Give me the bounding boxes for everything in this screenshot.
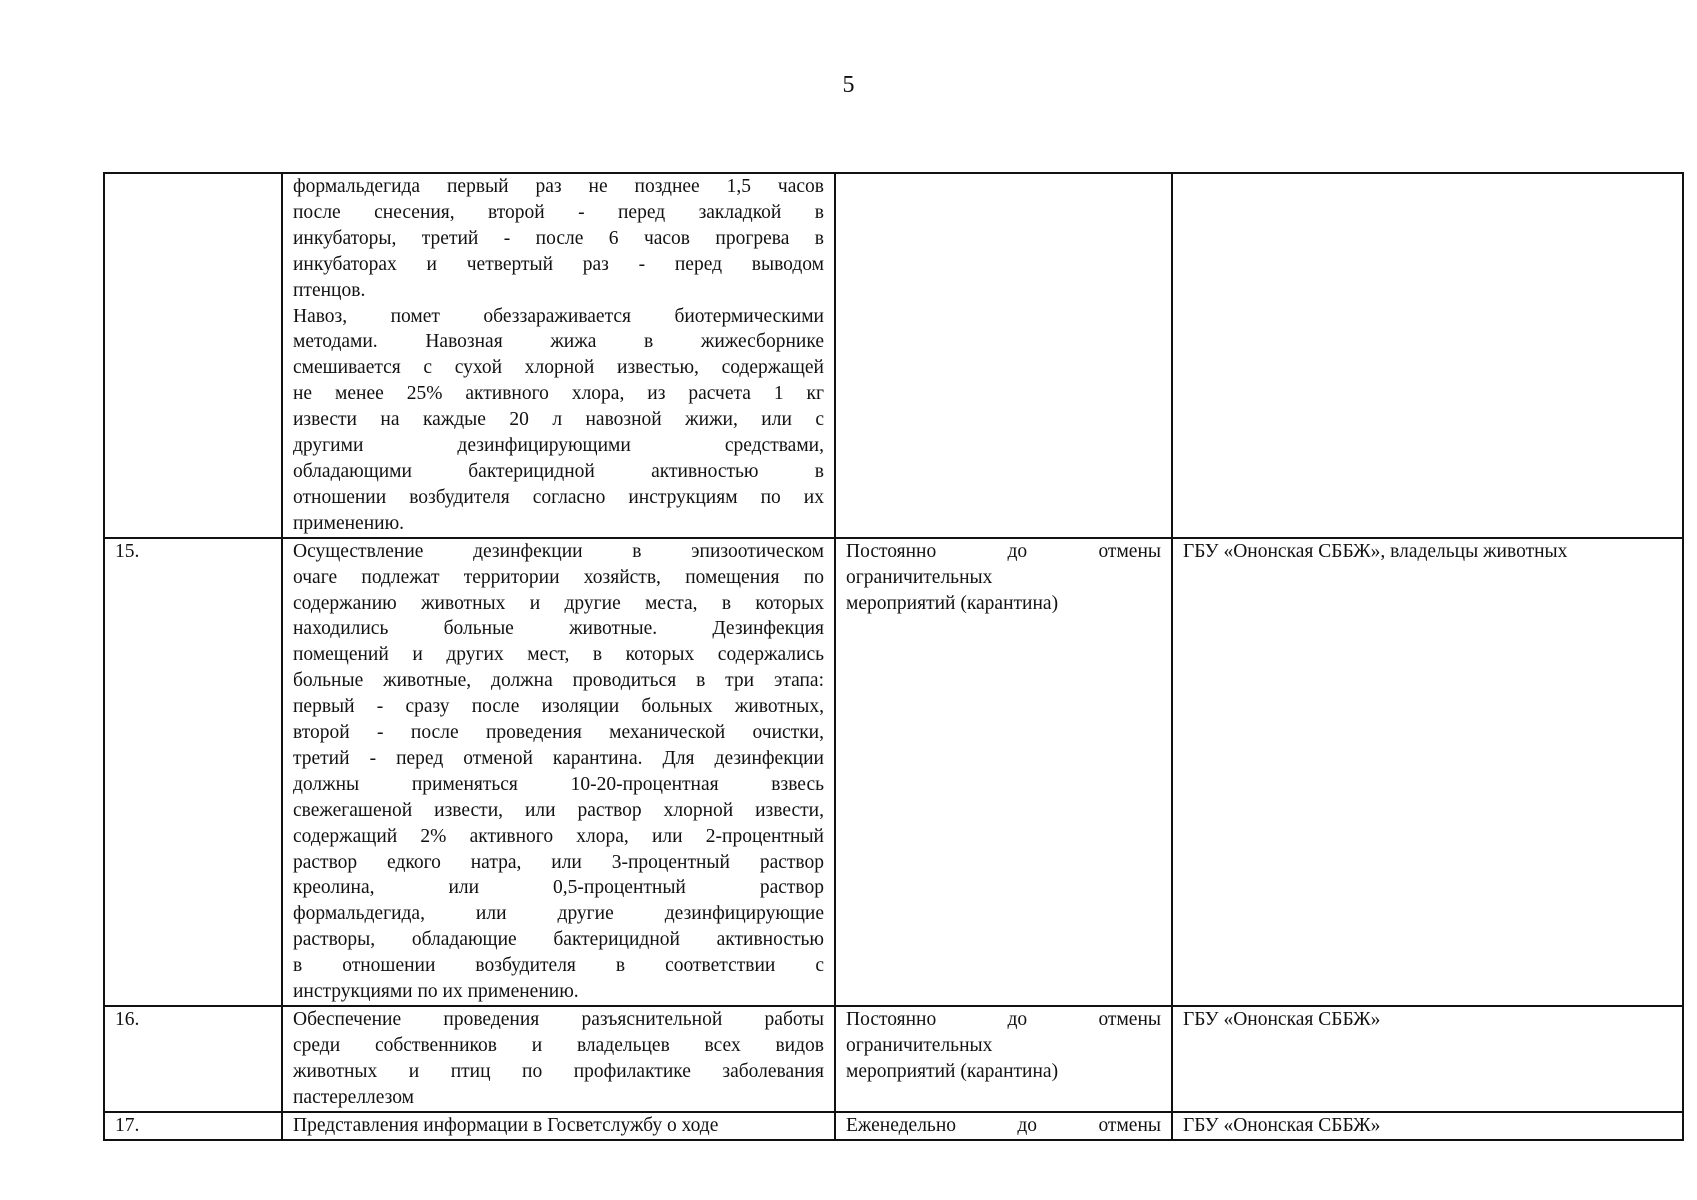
term-text-line: ограничительных xyxy=(846,1034,993,1056)
action-text-line: применению. xyxy=(293,512,405,534)
term-cell xyxy=(835,538,1172,1006)
responsible-cell xyxy=(1172,173,1683,538)
action-text-line: Осуществление дезинфекции в эпизоотическом xyxy=(293,540,824,562)
action-text-line: формальдегида, или другие дезинфицирующие xyxy=(293,903,824,925)
responsible-text: ГБУ «Ононская СББЖ» xyxy=(1183,1114,1381,1136)
action-text-line: не менее 25% активного хлора, из расчета 1 кг xyxy=(293,383,824,405)
responsible-cell xyxy=(1172,1112,1683,1140)
action-text-line: растворы, обладающие бактерицидной активностью xyxy=(293,929,824,951)
action-text-line: пастереллезом xyxy=(293,1086,414,1108)
measures-table xyxy=(103,172,1684,1141)
responsible-text: ГБУ «Ононская СББЖ», владельцы животных xyxy=(1183,540,1568,562)
action-text-line: должны применяться 10-20-процентная взвесь xyxy=(293,773,824,795)
action-cell xyxy=(282,1112,835,1140)
action-text-line: первый - сразу после изоляции больных животных, xyxy=(293,696,824,718)
table-row xyxy=(104,173,1683,538)
action-text-line: инструкциями по их применению. xyxy=(293,981,579,1003)
term-text-line: Постоянно до отмены xyxy=(846,1009,1161,1030)
action-text-line: животных и птиц по профилактике заболевания xyxy=(293,1060,824,1082)
action-text-line: отношении возбудителя согласно инструкциям по их xyxy=(293,486,824,508)
action-text-line: очаге подлежат территории хозяйств, помещения по xyxy=(293,566,824,588)
term-text-line: мероприятий (карантина) xyxy=(846,1060,1059,1082)
row-number-cell xyxy=(104,1006,282,1112)
term-cell xyxy=(835,1112,1172,1140)
action-text-line: после снесения, второй - перед закладкой в xyxy=(293,201,824,223)
action-text-line: смешивается с сухой хлорной известью, содержащей xyxy=(293,357,824,379)
table-body xyxy=(104,173,1683,1140)
page-number: 5 xyxy=(842,72,855,98)
action-text-line: Представления информации в Госветслужбу о ходе xyxy=(293,1114,719,1136)
action-text-line: инкубаторах и четвертый раз - перед выводом xyxy=(293,253,824,275)
row-number-cell xyxy=(104,173,282,538)
action-text-line: извести на каждые 20 л навозной жижи, или с xyxy=(293,409,824,431)
action-text-line: птенцов. xyxy=(293,279,366,301)
action-text-line: третий - перед отменой карантина. Для дезинфекции xyxy=(293,747,824,769)
term-text-line: Постоянно до отмены xyxy=(846,540,1161,562)
action-text-line: среди собственников и владельцев всех видов xyxy=(293,1034,824,1056)
action-text-line: второй - после проведения механической очистки, xyxy=(293,722,824,744)
action-cell xyxy=(282,173,835,538)
action-text-line: инкубаторы, третий - после 6 часов прогрева в xyxy=(293,227,824,249)
action-cell xyxy=(282,1006,835,1112)
term-text-line: мероприятий (карантина) xyxy=(846,592,1059,614)
action-text-line: другими дезинфицирующими средствами, xyxy=(293,435,824,457)
table-row xyxy=(104,1112,1683,1140)
row-number: 17. xyxy=(115,1114,140,1136)
action-text-line: обладающими бактерицидной активностью в xyxy=(293,460,824,482)
action-cell xyxy=(282,538,835,1006)
row-number-cell xyxy=(104,538,282,1006)
action-text-line: находились больные животные. Дезинфекция xyxy=(293,618,824,640)
table-row xyxy=(104,538,1683,1006)
row-number-cell xyxy=(104,1112,282,1140)
responsible-text: ГБУ «Ононская СББЖ» xyxy=(1183,1009,1381,1030)
row-number: 15. xyxy=(115,540,140,562)
action-text-line: креолина, или 0,5-процентный раствор xyxy=(293,877,824,899)
table-row xyxy=(104,1006,1683,1112)
term-text-line: ограничительных xyxy=(846,566,993,588)
responsible-cell xyxy=(1172,538,1683,1006)
action-text-line: Обеспечение проведения разъяснительной работы xyxy=(293,1009,824,1030)
action-text-line: методами. Навозная жижа в жижесборнике xyxy=(293,331,824,353)
action-text-line: свежегашеной извести, или раствор хлорной извести, xyxy=(293,799,824,821)
row-number: 16. xyxy=(115,1009,140,1030)
term-cell xyxy=(835,173,1172,538)
action-text-line: помещений и других мест, в которых содержались xyxy=(293,644,824,666)
term-cell xyxy=(835,1006,1172,1112)
action-text-line: больные животные, должна проводиться в три этапа: xyxy=(293,670,824,692)
action-text-line: в отношении возбудителя в соответствии с xyxy=(293,955,824,977)
action-text-line: формальдегида первый раз не позднее 1,5 часов xyxy=(293,176,824,197)
action-text-line: Навоз, помет обеззараживается биотермическими xyxy=(293,305,824,327)
responsible-cell xyxy=(1172,1006,1683,1112)
action-text-line: содержащий 2% активного хлора, или 2-процентный xyxy=(293,825,824,847)
term-text-line: Еженедельно до отмены xyxy=(846,1114,1161,1136)
action-text-line: раствор едкого натра, или 3-процентный раствор xyxy=(293,851,824,873)
action-text-line: содержанию животных и другие места, в которых xyxy=(293,592,824,614)
